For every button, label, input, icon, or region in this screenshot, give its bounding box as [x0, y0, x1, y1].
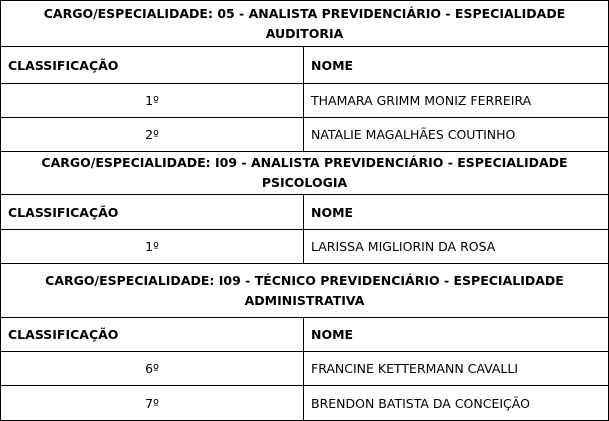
- section-title-row: [1, 263, 608, 317]
- rank-cell: 1º: [1, 230, 304, 263]
- column-header-row: [1, 194, 608, 229]
- column-header-classification: CLASSIFICAÇÃO: [1, 318, 304, 351]
- column-header-classification: CLASSIFICAÇÃO: [1, 47, 304, 83]
- rank-cell: 6º: [1, 352, 304, 385]
- name-cell: FRANCINE KETTERMANN CAVALLI: [311, 361, 519, 376]
- section-title: CARGO/ESPECIALIDADE: I09 - TÉCNICO PREVIDENCIÁRIO - ESPECIALIDADE ADMINISTRATIVA: [45, 272, 564, 308]
- column-header-row: [1, 46, 608, 83]
- column-header-name: NOME: [311, 327, 354, 342]
- table-row: [1, 83, 608, 117]
- rank-cell: 2º: [1, 118, 304, 151]
- name-cell: NATALIE MAGALHÃES COUTINHO: [311, 127, 516, 142]
- table-row: [1, 117, 608, 151]
- section-title: CARGO/ESPECIALIDADE: 05 - ANALISTA PREVIDENCIÁRIO - ESPECIALIDADE AUDITORIA: [43, 5, 566, 41]
- table-row: [1, 351, 608, 385]
- name-cell: LARISSA MIGLIORIN DA ROSA: [311, 239, 496, 254]
- column-header-name: NOME: [311, 57, 354, 73]
- column-header-row: [1, 317, 608, 351]
- rank-cell: 7º: [1, 386, 304, 420]
- section-title: CARGO/ESPECIALIDADE: I09 - ANALISTA PREVIDENCIÁRIO - ESPECIALIDADE PSICOLOGIA: [41, 155, 568, 190]
- table-row: [1, 385, 608, 420]
- section-title-row: [1, 151, 608, 194]
- name-cell: BRENDON BATISTA DA CONCEIÇÃO: [311, 395, 530, 411]
- table-row: [1, 229, 608, 263]
- section-title-row: [1, 1, 608, 46]
- column-header-classification: CLASSIFICAÇÃO: [1, 195, 304, 229]
- name-cell: THAMARA GRIMM MONIZ FERREIRA: [311, 93, 532, 108]
- column-header-name: NOME: [311, 204, 354, 220]
- rank-cell: 1º: [1, 84, 304, 117]
